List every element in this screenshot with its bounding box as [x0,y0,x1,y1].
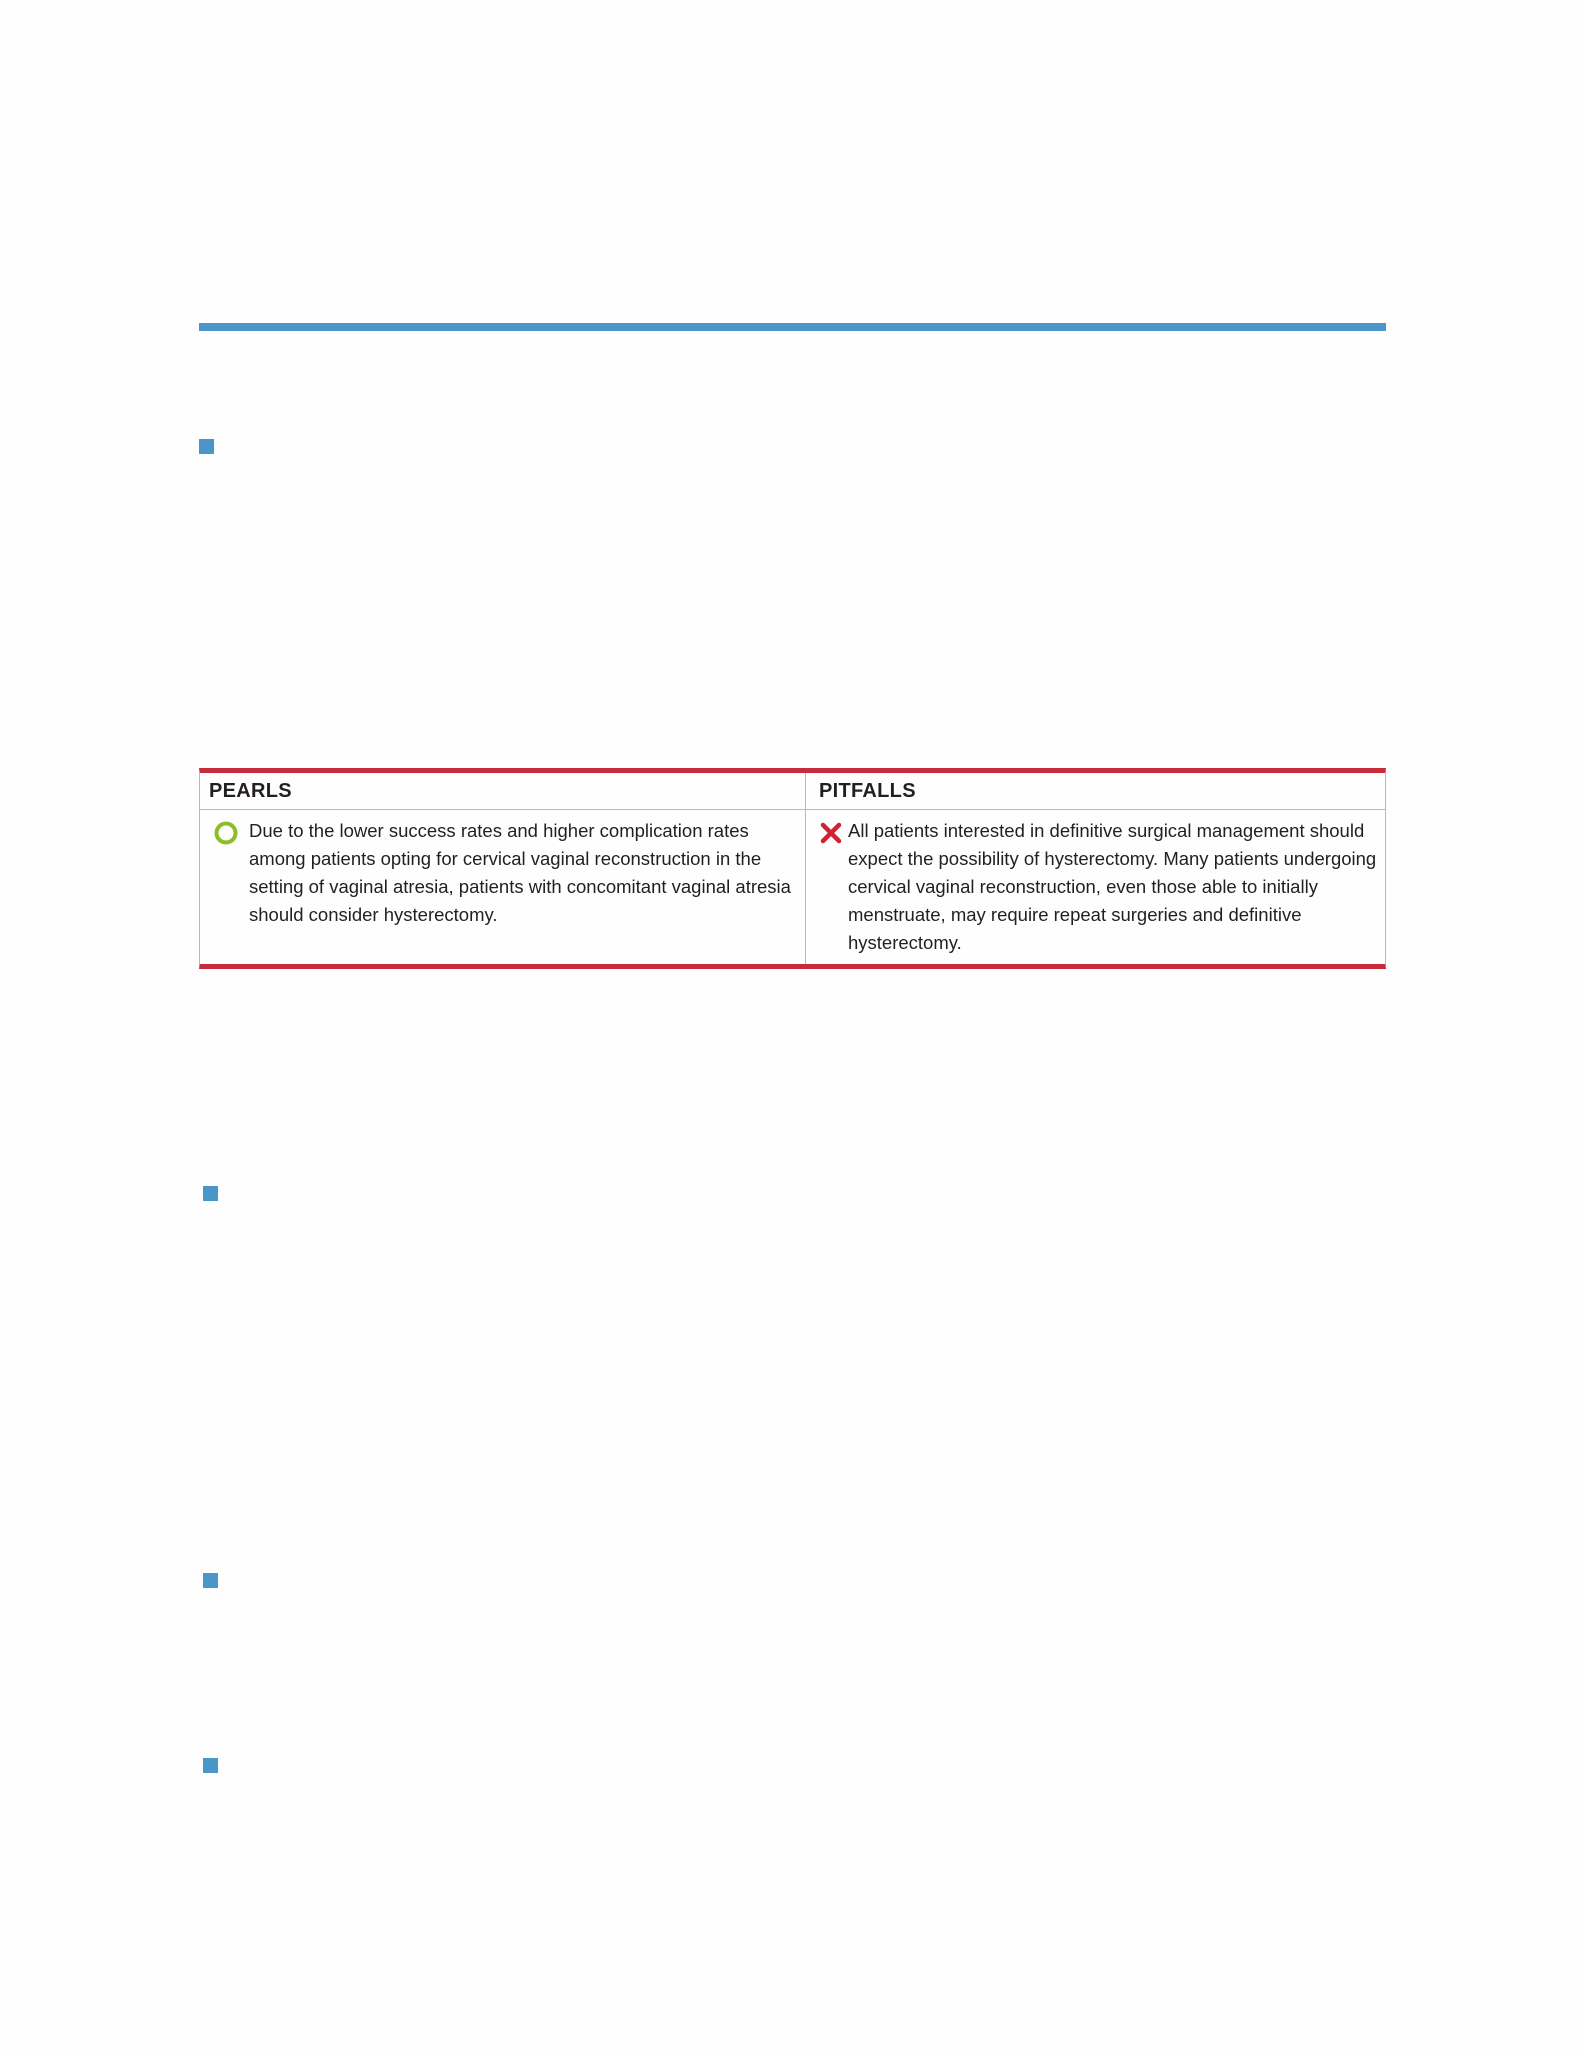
pearls-pitfalls-box [199,768,1386,969]
pitfalls-heading: PITFALLS [819,780,916,802]
section-bullet-marker [203,1573,218,1588]
section-divider-rule [199,323,1386,331]
green-circle-icon [213,820,239,846]
pearls-pitfalls-header-row [200,773,1385,810]
column-divider [805,773,806,964]
section-bullet-marker [199,439,214,454]
pearls-heading: PEARLS [209,780,292,802]
red-x-icon [819,821,843,845]
pitfall-text: All patients interested in definitive surgical management should expect the possibility of hysterectomy. Many patients undergoing cervical vaginal reconstruction, even those able to initially menstruate, may require repeat surgeries and definitive hysterectomy. [848,820,1377,953]
pearl-text: Due to the lower success rates and higher complication rates among patients opting for cervical vaginal reconstruction in the setting of vaginal atresia, patients with concomitant vaginal atresia should consider hysterectomy. [249,820,791,925]
section-bullet-marker [203,1758,218,1773]
section-bullet-marker [203,1186,218,1201]
